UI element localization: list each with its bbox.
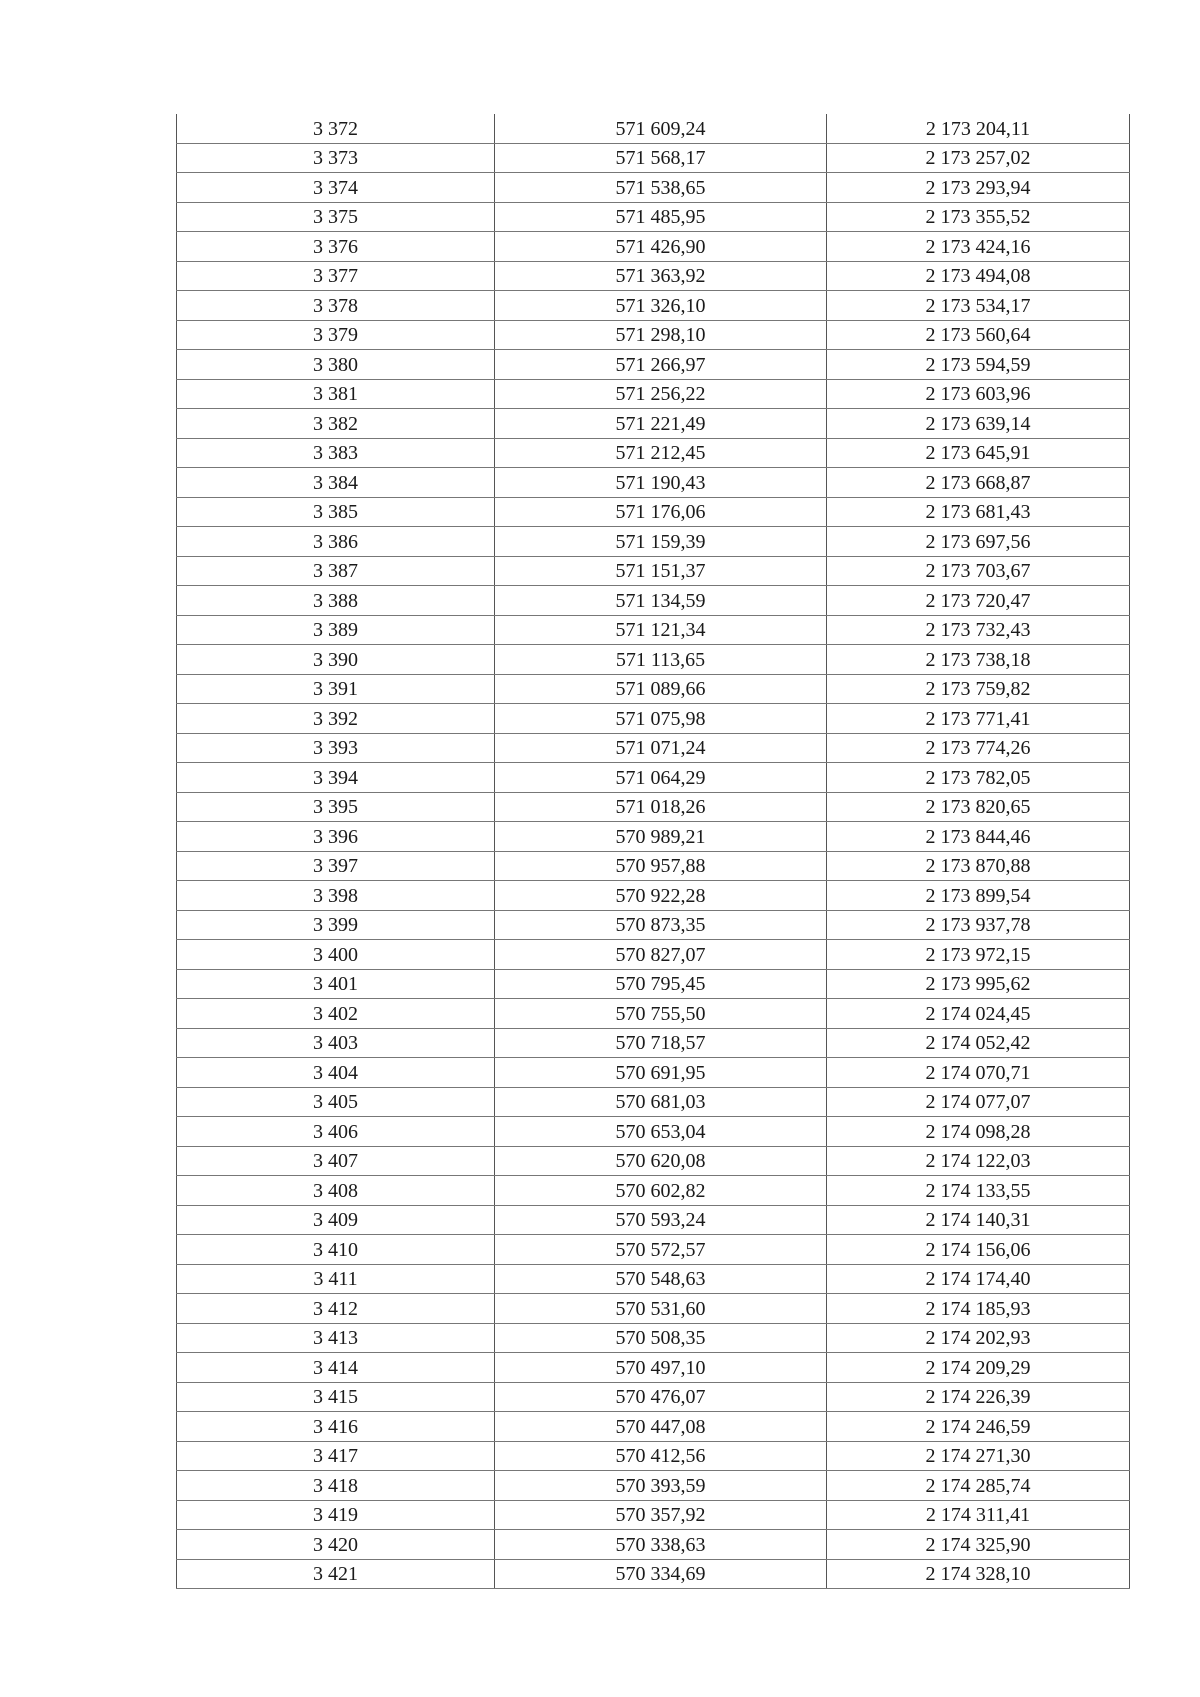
x-coordinate-cell: 571 176,06: [495, 497, 827, 527]
y-coordinate-cell: 2 174 077,07: [827, 1087, 1130, 1117]
x-coordinate-cell: 571 298,10: [495, 320, 827, 350]
point-number-cell: 3 405: [177, 1087, 495, 1117]
point-number-cell: 3 402: [177, 999, 495, 1029]
table-row: [177, 615, 1130, 645]
point-number-cell: 3 410: [177, 1235, 495, 1265]
coordinates-table: [176, 114, 1130, 1589]
y-coordinate-cell: 2 173 257,02: [827, 143, 1130, 173]
point-number-cell: 3 418: [177, 1471, 495, 1501]
table-row: [177, 1353, 1130, 1383]
point-number-cell: 3 414: [177, 1353, 495, 1383]
y-coordinate-cell: 2 174 185,93: [827, 1294, 1130, 1324]
table-row: [177, 940, 1130, 970]
table-row: [177, 822, 1130, 852]
x-coordinate-cell: 571 151,37: [495, 556, 827, 586]
point-number-cell: 3 409: [177, 1205, 495, 1235]
table-row: [177, 1471, 1130, 1501]
x-coordinate-cell: 570 989,21: [495, 822, 827, 852]
x-coordinate-cell: 570 653,04: [495, 1117, 827, 1147]
point-number-cell: 3 376: [177, 232, 495, 262]
y-coordinate-cell: 2 174 209,29: [827, 1353, 1130, 1383]
point-number-cell: 3 381: [177, 379, 495, 409]
y-coordinate-cell: 2 173 937,78: [827, 910, 1130, 940]
x-coordinate-cell: 570 357,92: [495, 1500, 827, 1530]
table-row: [177, 674, 1130, 704]
point-number-cell: 3 406: [177, 1117, 495, 1147]
table-row: [177, 1323, 1130, 1353]
point-number-cell: 3 399: [177, 910, 495, 940]
x-coordinate-cell: 571 121,34: [495, 615, 827, 645]
y-coordinate-cell: 2 173 534,17: [827, 291, 1130, 321]
y-coordinate-cell: 2 173 782,05: [827, 763, 1130, 793]
point-number-cell: 3 417: [177, 1441, 495, 1471]
y-coordinate-cell: 2 173 668,87: [827, 468, 1130, 498]
table-row: [177, 350, 1130, 380]
y-coordinate-cell: 2 174 098,28: [827, 1117, 1130, 1147]
x-coordinate-cell: 570 718,57: [495, 1028, 827, 1058]
x-coordinate-cell: 570 393,59: [495, 1471, 827, 1501]
x-coordinate-cell: 571 075,98: [495, 704, 827, 734]
x-coordinate-cell: 571 256,22: [495, 379, 827, 409]
x-coordinate-cell: 570 922,28: [495, 881, 827, 911]
x-coordinate-cell: 570 476,07: [495, 1382, 827, 1412]
coordinates-table-body: [177, 114, 1130, 1589]
point-number-cell: 3 391: [177, 674, 495, 704]
y-coordinate-cell: 2 173 759,82: [827, 674, 1130, 704]
x-coordinate-cell: 570 572,57: [495, 1235, 827, 1265]
table-row: [177, 409, 1130, 439]
point-number-cell: 3 388: [177, 586, 495, 616]
table-row: [177, 704, 1130, 734]
y-coordinate-cell: 2 174 325,90: [827, 1530, 1130, 1560]
y-coordinate-cell: 2 173 720,47: [827, 586, 1130, 616]
y-coordinate-cell: 2 174 070,71: [827, 1058, 1130, 1088]
y-coordinate-cell: 2 174 174,40: [827, 1264, 1130, 1294]
table-row: [177, 468, 1130, 498]
point-number-cell: 3 421: [177, 1559, 495, 1589]
x-coordinate-cell: 571 190,43: [495, 468, 827, 498]
x-coordinate-cell: 571 159,39: [495, 527, 827, 557]
point-number-cell: 3 416: [177, 1412, 495, 1442]
x-coordinate-cell: 570 531,60: [495, 1294, 827, 1324]
point-number-cell: 3 384: [177, 468, 495, 498]
table-row: [177, 1412, 1130, 1442]
point-number-cell: 3 395: [177, 792, 495, 822]
x-coordinate-cell: 571 266,97: [495, 350, 827, 380]
x-coordinate-cell: 570 497,10: [495, 1353, 827, 1383]
table-row: [177, 733, 1130, 763]
x-coordinate-cell: 570 338,63: [495, 1530, 827, 1560]
point-number-cell: 3 398: [177, 881, 495, 911]
point-number-cell: 3 420: [177, 1530, 495, 1560]
table-row: [177, 202, 1130, 232]
x-coordinate-cell: 571 064,29: [495, 763, 827, 793]
x-coordinate-cell: 570 873,35: [495, 910, 827, 940]
point-number-cell: 3 415: [177, 1382, 495, 1412]
table-row: [177, 143, 1130, 173]
x-coordinate-cell: 571 363,92: [495, 261, 827, 291]
x-coordinate-cell: 570 827,07: [495, 940, 827, 970]
y-coordinate-cell: 2 174 156,06: [827, 1235, 1130, 1265]
table-row: [177, 291, 1130, 321]
y-coordinate-cell: 2 174 122,03: [827, 1146, 1130, 1176]
point-number-cell: 3 389: [177, 615, 495, 645]
x-coordinate-cell: 571 326,10: [495, 291, 827, 321]
y-coordinate-cell: 2 173 424,16: [827, 232, 1130, 262]
table-row: [177, 1176, 1130, 1206]
y-coordinate-cell: 2 173 972,15: [827, 940, 1130, 970]
table-row: [177, 438, 1130, 468]
point-number-cell: 3 401: [177, 969, 495, 999]
point-number-cell: 3 393: [177, 733, 495, 763]
table-row: [177, 1559, 1130, 1589]
x-coordinate-cell: 570 334,69: [495, 1559, 827, 1589]
point-number-cell: 3 408: [177, 1176, 495, 1206]
table-row: [177, 320, 1130, 350]
y-coordinate-cell: 2 173 995,62: [827, 969, 1130, 999]
table-row: [177, 910, 1130, 940]
y-coordinate-cell: 2 174 328,10: [827, 1559, 1130, 1589]
point-number-cell: 3 397: [177, 851, 495, 881]
table-row: [177, 1205, 1130, 1235]
y-coordinate-cell: 2 173 204,11: [827, 114, 1130, 143]
y-coordinate-cell: 2 173 697,56: [827, 527, 1130, 557]
point-number-cell: 3 373: [177, 143, 495, 173]
y-coordinate-cell: 2 174 133,55: [827, 1176, 1130, 1206]
y-coordinate-cell: 2 173 774,26: [827, 733, 1130, 763]
y-coordinate-cell: 2 173 355,52: [827, 202, 1130, 232]
y-coordinate-cell: 2 173 703,67: [827, 556, 1130, 586]
table-row: [177, 1235, 1130, 1265]
x-coordinate-cell: 571 221,49: [495, 409, 827, 439]
y-coordinate-cell: 2 174 271,30: [827, 1441, 1130, 1471]
table-row: [177, 645, 1130, 675]
point-number-cell: 3 407: [177, 1146, 495, 1176]
x-coordinate-cell: 570 957,88: [495, 851, 827, 881]
y-coordinate-cell: 2 173 560,64: [827, 320, 1130, 350]
point-number-cell: 3 379: [177, 320, 495, 350]
x-coordinate-cell: 571 089,66: [495, 674, 827, 704]
x-coordinate-cell: 570 691,95: [495, 1058, 827, 1088]
table-row: [177, 969, 1130, 999]
x-coordinate-cell: 570 602,82: [495, 1176, 827, 1206]
table-row: [177, 1028, 1130, 1058]
point-number-cell: 3 380: [177, 350, 495, 380]
table-row: [177, 1087, 1130, 1117]
x-coordinate-cell: 570 412,56: [495, 1441, 827, 1471]
point-number-cell: 3 382: [177, 409, 495, 439]
x-coordinate-cell: 570 508,35: [495, 1323, 827, 1353]
point-number-cell: 3 378: [177, 291, 495, 321]
table-row: [177, 1117, 1130, 1147]
point-number-cell: 3 392: [177, 704, 495, 734]
point-number-cell: 3 400: [177, 940, 495, 970]
y-coordinate-cell: 2 173 494,08: [827, 261, 1130, 291]
table-row: [177, 1500, 1130, 1530]
y-coordinate-cell: 2 173 681,43: [827, 497, 1130, 527]
y-coordinate-cell: 2 174 285,74: [827, 1471, 1130, 1501]
y-coordinate-cell: 2 173 645,91: [827, 438, 1130, 468]
x-coordinate-cell: 570 755,50: [495, 999, 827, 1029]
x-coordinate-cell: 571 426,90: [495, 232, 827, 262]
y-coordinate-cell: 2 173 844,46: [827, 822, 1130, 852]
point-number-cell: 3 413: [177, 1323, 495, 1353]
y-coordinate-cell: 2 174 052,42: [827, 1028, 1130, 1058]
point-number-cell: 3 394: [177, 763, 495, 793]
x-coordinate-cell: 570 593,24: [495, 1205, 827, 1235]
y-coordinate-cell: 2 173 603,96: [827, 379, 1130, 409]
point-number-cell: 3 411: [177, 1264, 495, 1294]
y-coordinate-cell: 2 173 870,88: [827, 851, 1130, 881]
y-coordinate-cell: 2 174 311,41: [827, 1500, 1130, 1530]
table-row: [177, 1058, 1130, 1088]
point-number-cell: 3 385: [177, 497, 495, 527]
point-number-cell: 3 372: [177, 114, 495, 143]
x-coordinate-cell: 571 018,26: [495, 792, 827, 822]
point-number-cell: 3 390: [177, 645, 495, 675]
point-number-cell: 3 374: [177, 173, 495, 203]
table-row: [177, 261, 1130, 291]
y-coordinate-cell: 2 174 246,59: [827, 1412, 1130, 1442]
x-coordinate-cell: 570 548,63: [495, 1264, 827, 1294]
y-coordinate-cell: 2 174 140,31: [827, 1205, 1130, 1235]
point-number-cell: 3 396: [177, 822, 495, 852]
point-number-cell: 3 387: [177, 556, 495, 586]
table-row: [177, 792, 1130, 822]
y-coordinate-cell: 2 173 732,43: [827, 615, 1130, 645]
table-row: [177, 497, 1130, 527]
table-row: [177, 1294, 1130, 1324]
table-row: [177, 1441, 1130, 1471]
point-number-cell: 3 412: [177, 1294, 495, 1324]
x-coordinate-cell: 570 620,08: [495, 1146, 827, 1176]
x-coordinate-cell: 571 538,65: [495, 173, 827, 203]
table-row: [177, 173, 1130, 203]
x-coordinate-cell: 571 113,65: [495, 645, 827, 675]
y-coordinate-cell: 2 173 771,41: [827, 704, 1130, 734]
point-number-cell: 3 377: [177, 261, 495, 291]
point-number-cell: 3 404: [177, 1058, 495, 1088]
table-row: [177, 1530, 1130, 1560]
x-coordinate-cell: 571 609,24: [495, 114, 827, 143]
x-coordinate-cell: 571 568,17: [495, 143, 827, 173]
y-coordinate-cell: 2 174 024,45: [827, 999, 1130, 1029]
table-row: [177, 763, 1130, 793]
point-number-cell: 3 403: [177, 1028, 495, 1058]
point-number-cell: 3 375: [177, 202, 495, 232]
table-row: [177, 999, 1130, 1029]
x-coordinate-cell: 570 681,03: [495, 1087, 827, 1117]
table-row: [177, 851, 1130, 881]
table-row: [177, 556, 1130, 586]
y-coordinate-cell: 2 173 738,18: [827, 645, 1130, 675]
y-coordinate-cell: 2 174 226,39: [827, 1382, 1130, 1412]
y-coordinate-cell: 2 173 820,65: [827, 792, 1130, 822]
point-number-cell: 3 419: [177, 1500, 495, 1530]
x-coordinate-cell: 571 134,59: [495, 586, 827, 616]
table-row: [177, 881, 1130, 911]
y-coordinate-cell: 2 174 202,93: [827, 1323, 1130, 1353]
point-number-cell: 3 386: [177, 527, 495, 557]
x-coordinate-cell: 570 447,08: [495, 1412, 827, 1442]
x-coordinate-cell: 570 795,45: [495, 969, 827, 999]
table-row: [177, 1264, 1130, 1294]
table-row: [177, 379, 1130, 409]
y-coordinate-cell: 2 173 639,14: [827, 409, 1130, 439]
table-row: [177, 1146, 1130, 1176]
table-row: [177, 1382, 1130, 1412]
x-coordinate-cell: 571 212,45: [495, 438, 827, 468]
x-coordinate-cell: 571 485,95: [495, 202, 827, 232]
table-row: [177, 114, 1130, 143]
table-row: [177, 527, 1130, 557]
table-row: [177, 232, 1130, 262]
y-coordinate-cell: 2 173 899,54: [827, 881, 1130, 911]
x-coordinate-cell: 571 071,24: [495, 733, 827, 763]
y-coordinate-cell: 2 173 594,59: [827, 350, 1130, 380]
y-coordinate-cell: 2 173 293,94: [827, 173, 1130, 203]
table-row: [177, 586, 1130, 616]
point-number-cell: 3 383: [177, 438, 495, 468]
